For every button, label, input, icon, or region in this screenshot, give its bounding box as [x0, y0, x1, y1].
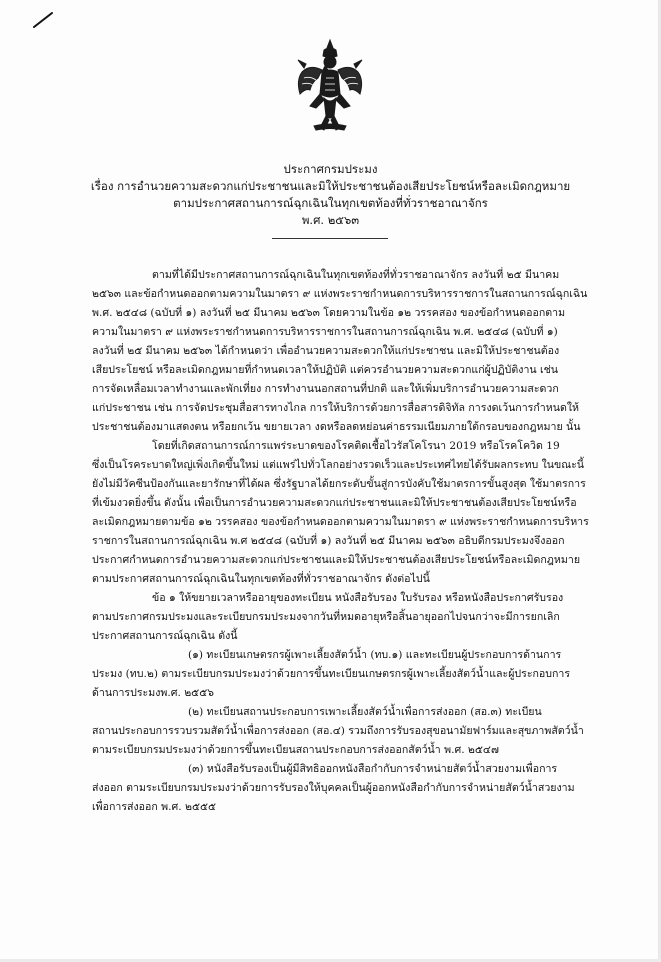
subject-line-1: เรื่อง การอำนวยความสะดวกแก่ประชาชนและมิให้ประชาชนต้องเสียประโยชน์หรือละเมิดกฎหมาย	[90, 179, 571, 193]
document-body	[92, 266, 608, 817]
sub-item-1-line: (๑) ทะเบียนเกษตรกรผู้เพาะเลี้ยงสัตว์น้ำ (ทบ.๑) และทะเบียนผู้ประกอบการด้านการ	[188, 649, 562, 661]
body-line: ความในมาตรา ๙ แห่งพระราชกำหนดการบริหารราชการในสถานการณ์ฉุกเฉิน พ.ศ. ๒๕๔๘ (ฉบับที่ ๑)	[92, 326, 558, 338]
garuda-emblem-icon	[292, 38, 368, 134]
sub-item-3-line: เพื่อการส่งออก พ.ศ. ๒๕๕๕	[92, 801, 217, 813]
clause-1-line: ตามประกาศกรมประมงและระเบียบกรมประมงจากวันที่หมดอายุหรือสิ้นอายุออกไปจนกว่าจะมีการยกเลิก	[92, 611, 560, 623]
body-line: ยังไม่มีวัคซีนป้องกันและยารักษาที่ได้ผล ซึ่งรัฐบาลได้ยกระดับขั้นสู่การบังคับใช้มาตรการขั้นสูงสุด ใช้มาตรการ	[92, 478, 586, 490]
pen-stroke-mark	[32, 10, 56, 30]
sub-item-3-line: ส่งออก ตามระเบียบกรมประมงว่าด้วยการรับรองให้บุคคลเป็นผู้ออกหนังสือกำกับการจำหน่ายสัตว์น้ำสวยงาม	[92, 782, 575, 794]
sub-item-2-line: (๒) ทะเบียนสถานประกอบการเพาะเลี้ยงสัตว์น้ำเพื่อการส่งออก (สอ.๓) ทะเบียน	[188, 706, 542, 718]
body-line: ๒๕๖๓ และข้อกำหนดออกตามความในมาตรา ๙ แห่งพระราชกำหนดการบริหารราชการในสถานการณ์ฉุกเฉิน	[92, 288, 588, 300]
body-line: ตามประกาศสถานการณ์ฉุกเฉินในทุกเขตท้องที่ทั่วราชอาณาจักร ดังต่อไปนี้	[92, 573, 430, 585]
header-divider	[272, 238, 388, 239]
clause-1-line: ข้อ ๑ ให้ขยายเวลาหรืออายุของทะเบียน หนังสือรับรอง ใบรับรอง หรือหนังสือประกาศรับรอง	[152, 592, 564, 604]
body-line: ที่เข้มงวดยิ่งขึ้น ดังนั้น เพื่อเป็นการอำนวยความสะดวกแก่ประชาชนและมิให้ประชาชนต้องเสียประโยชน์หรือ	[92, 497, 577, 509]
body-line: ประกาศกำหนดการอำนวยความสะดวกแก่ประชาชนและมิให้ประชาชนต้องเสียประโยชน์หรือละเมิดกฎหมาย	[92, 554, 581, 566]
sub-item-1-line: ประมง (ทบ.๒) ตามระเบียบกรมประมงว่าด้วยการขึ้นทะเบียนเกษตรกรผู้เพาะเลี้ยงสัตว์น้ำและผู้ประกอบการ	[92, 668, 571, 680]
body-line: โดยที่เกิดสถานการณ์การแพร่ระบาดของโรคติดเชื้อไวรัสโคโรนา 2019 หรือโรคโควิด 19	[152, 440, 560, 452]
issuer-title: ประกาศกรมประมง	[283, 162, 378, 176]
document-year: พ.ศ. ๒๕๖๓	[301, 213, 360, 227]
subject-line-2: ตามประกาศสถานการณ์ฉุกเฉินในทุกเขตท้องที่ทั่วราชอาณาจักร	[173, 196, 488, 210]
body-line: ประชาชนต้องมาแสดงตน หรือยกเว้น ขยายเวลา งดหรือลดหย่อนค่าธรรมเนียมภายใต้กรอบของกฎหมาย นั้น	[92, 421, 581, 433]
body-line: เสียประโยชน์ หรือละเมิดกฎหมายที่กำหนดเวลาให้ปฏิบัติ แต่ควรอำนวยความสะดวกแก่ผู้ปฏิบัติงาน เช่น	[92, 364, 559, 376]
sub-item-2-line: สถานประกอบการรวบรวมสัตว์น้ำเพื่อการส่งออก (สอ.๔) รวมถึงการรับรองสุขอนามัยฟาร์มและสุขภาพสัตว์น้ำ	[92, 725, 584, 737]
body-line: ละเมิดกฎหมายตามข้อ ๑๒ วรรคสอง ของข้อกำหนดออกตามความในมาตรา ๙ แห่งพระราชกำหนดการบริหาร	[92, 516, 589, 528]
sub-item-1-line: ด้านการประมงพ.ศ. ๒๕๕๖	[92, 687, 214, 699]
body-line: ลงวันที่ ๒๕ มีนาคม ๒๕๖๓ ได้กำหนดว่า เพื่ออำนวยความสะดวกให้แก่ประชาชน และมิให้ประชาชนต้อง	[92, 345, 560, 357]
body-line: แก่ประชาชน เช่น การจัดประชุมสื่อสารทางไกล การให้บริการด้วยการสื่อสารดิจิทัล การงดเว้นการกำหนดให้	[92, 402, 579, 414]
clause-1-line: ประกาศสถานการณ์ฉุกเฉิน ดังนี้	[92, 630, 238, 642]
sub-item-2-line: ตามระเบียบกรมประมงว่าด้วยการขึ้นทะเบียนสถานประกอบการส่งออกสัตว์น้ำ พ.ศ. ๒๕๔๗	[92, 744, 499, 756]
body-line: การจัดเหลื่อมเวลาทำงานและพักเที่ยง การทำงานนอกสถานที่ปกติ และให้เพิ่มบริการอำนวยความสะดวก	[92, 383, 559, 395]
body-line: ซึ่งเป็นโรคระบาดใหญ่เพิ่งเกิดขึ้นใหม่ แต่แพร่ไปทั่วโลกอย่างรวดเร็วและประเทศไทยได้รับผลกระทบ ในขณะนี้	[92, 459, 585, 471]
body-line: ตามที่ได้มีประกาศสถานการณ์ฉุกเฉินในทุกเขตท้องที่ทั่วราชอาณาจักร ลงวันที่ ๒๕ มีนาคม	[152, 269, 560, 281]
sub-item-3-line: (๓) หนังสือรับรองเป็นผู้มีสิทธิออกหนังสือกำกับการจำหน่ายสัตว์น้ำสวยงามเพื่อการ	[188, 763, 558, 775]
body-line: ราชการในสถานการณ์ฉุกเฉิน พ.ศ ๒๕๔๘ (ฉบับที่ ๑) ลงวันที่ ๒๕ มีนาคม ๒๕๖๓ อธิบดีกรมประมงจึงออก	[92, 535, 565, 547]
body-line: พ.ศ. ๒๕๔๘ (ฉบับที่ ๑) ลงวันที่ ๒๕ มีนาคม ๒๕๖๓ โดยความในข้อ ๑๒ วรรคสอง ของข้อกำหนดออกตาม	[92, 307, 566, 319]
document-header	[60, 161, 601, 229]
